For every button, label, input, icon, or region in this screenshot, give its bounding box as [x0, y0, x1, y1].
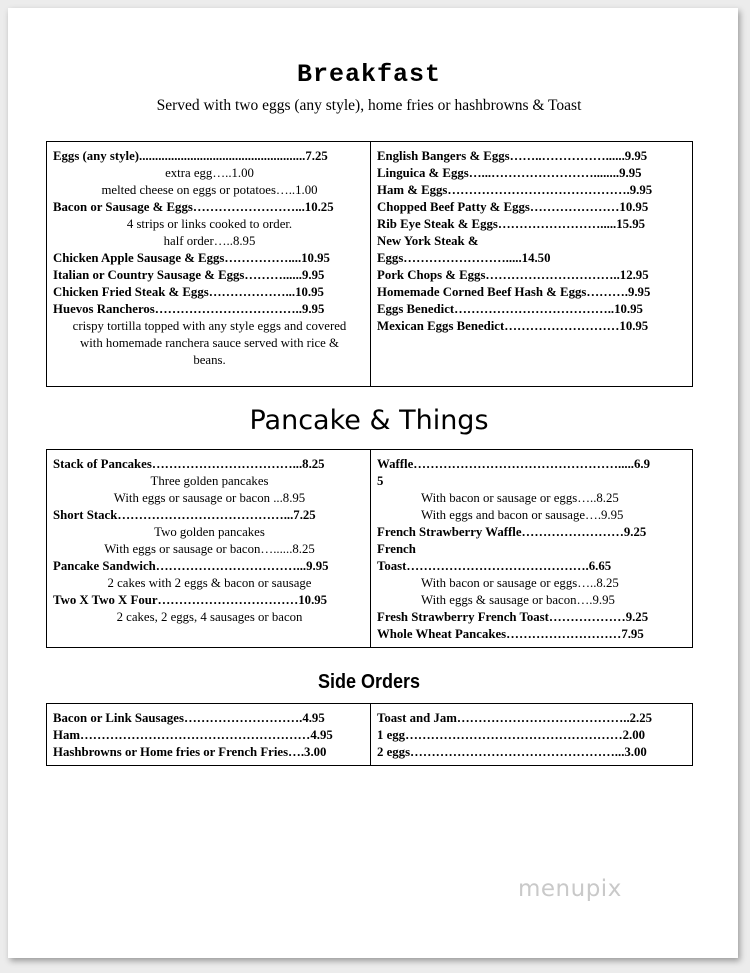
pancakes-left-column: [47, 450, 371, 647]
menu-item-note: Three golden pancakes: [150, 474, 269, 488]
side-orders-right-column: [371, 704, 692, 765]
menu-item-note: With bacon or sausage or eggs…..8.25: [421, 491, 619, 505]
menu-item: Eggs (any style)....................................................7.25: [53, 149, 328, 163]
menu-item: French: [377, 542, 416, 556]
menu-item: Chicken Fried Steak & Eggs………………...10.95: [53, 285, 324, 299]
menu-item-note: With bacon or sausage or eggs…..8.25: [421, 576, 619, 590]
menu-item: Ham………………………………………………4.95: [53, 728, 333, 742]
menu-item: Eggs Benedict………………………………..10.95: [377, 302, 643, 316]
menu-item-note: 2 cakes, 2 eggs, 4 sausages or bacon: [116, 610, 303, 624]
menu-item: Linguica & Eggs…...……………………........9.95: [377, 166, 642, 180]
menu-item-note: Two golden pancakes: [154, 525, 265, 539]
menu-item: New York Steak &: [377, 234, 479, 248]
menu-item-note: half order…..8.95: [163, 234, 256, 248]
menu-item: Hashbrowns or Home fries or French Fries….3.00: [53, 745, 327, 759]
menu-item: Italian or Country Sausage & Eggs………......9.95: [53, 268, 325, 282]
side-orders-menu-box: [46, 703, 693, 766]
menu-item: Fresh Strawberry French Toast………………9.25: [377, 610, 649, 624]
breakfast-subtitle: Served with two eggs (any style), home fries or hashbrowns & Toast: [156, 97, 582, 114]
menu-item-note: With eggs & sausage or bacon….9.95: [421, 593, 615, 607]
menu-item: Waffle………………………………………….....6.9: [377, 457, 650, 471]
menu-item: Pork Chops & Eggs…………………………..12.95: [377, 268, 649, 282]
menu-item: Pancake Sandwich……………………………...9.95: [53, 559, 329, 573]
menu-item: Toast…………………………………….6.65: [377, 559, 612, 573]
menu-item: Chicken Apple Sausage & Eggs……………....10.95: [53, 251, 330, 265]
pancakes-menu-box: [46, 449, 693, 648]
menu-item: French Strawberry Waffle……………………9.25: [377, 525, 647, 539]
menu-item-note: extra egg…..1.00: [165, 166, 254, 180]
pancakes-right-column: [371, 450, 692, 647]
menu-item: Chopped Beef Patty & Eggs…………………10.95: [377, 200, 649, 214]
menu-item: Eggs…………………….....14.50: [377, 251, 551, 265]
breakfast-left-column: [47, 142, 371, 386]
menu-item-note: With eggs or sausage or bacon ...8.95: [113, 491, 306, 505]
menu-item: Whole Wheat Pancakes………………………7.95: [377, 627, 644, 641]
pancakes-title: Pancake & Things: [249, 405, 489, 436]
menu-item-note: 2 cakes with 2 eggs & bacon or sausage: [107, 576, 312, 590]
menu-item: 1 egg……………………………………………2.00: [377, 728, 646, 742]
menupix-watermark: menupix: [518, 876, 622, 902]
menu-item: Ham & Eggs…………………………………….9.95: [377, 183, 653, 197]
menu-item: Bacon or Link Sausages……………………….4.95: [53, 711, 325, 725]
menu-item: Mexican Eggs Benedict………………………10.95: [377, 319, 649, 333]
menu-item: 5: [377, 474, 384, 488]
menu-item: Bacon or Sausage & Eggs……………………...10.25: [53, 200, 334, 214]
menu-item: Two X Two X Four……………………………10.95: [53, 593, 328, 607]
menu-item-note: crispy tortilla topped with any style eggs and covered: [72, 319, 347, 333]
menu-item-note: With eggs and bacon or sausage….9.95: [421, 508, 624, 522]
side-orders-title: Side Orders: [317, 671, 421, 693]
menu-item-note: beans.: [193, 353, 226, 367]
menu-item-note: 4 strips or links cooked to order.: [126, 217, 293, 231]
menu-item: Short Stack…………………………………...7.25: [53, 508, 316, 522]
menu-item: Rib Eye Steak & Eggs…………………….....15.95: [377, 217, 646, 231]
menu-item: Toast and Jam…………………………………..2.25: [377, 711, 653, 725]
menu-item: Homemade Corned Beef Hash & Eggs……….9.95: [377, 285, 651, 299]
menu-item: English Bangers & Eggs……..……………......9.95: [377, 149, 648, 163]
menu-item: 2 eggs…………………………………………...3.00: [377, 745, 647, 759]
menu-item: Huevos Rancheros……………………………..9.95: [53, 302, 325, 316]
menu-item-note: melted cheese on eggs or potatoes…..1.00: [101, 183, 318, 197]
menu-item: Stack of Pancakes……………………………...8.25: [53, 457, 325, 471]
breakfast-menu-box: [46, 141, 693, 387]
menu-item-note: with homemade ranchera sauce served with rice &: [79, 336, 340, 350]
breakfast-title: Breakfast: [296, 60, 442, 89]
menu-item-note: With eggs or sausage or bacon…......8.25: [104, 542, 315, 556]
breakfast-right-column: [371, 142, 692, 386]
side-orders-left-column: [47, 704, 371, 765]
